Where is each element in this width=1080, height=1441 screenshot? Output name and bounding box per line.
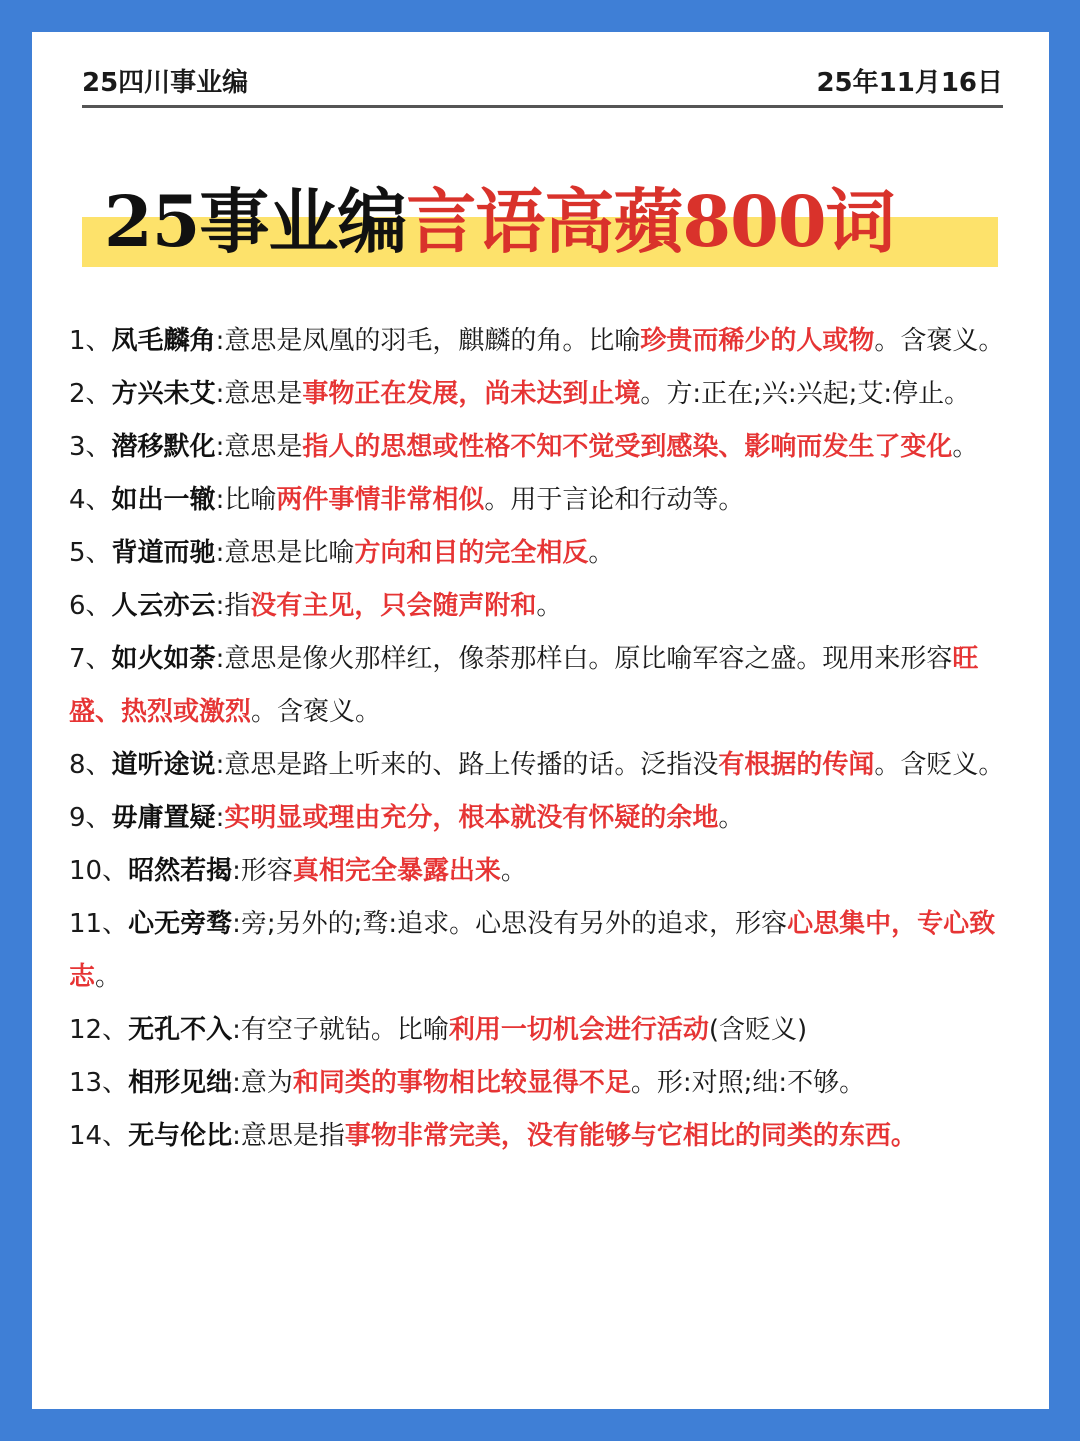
- idiom-term: 心无旁骛: [128, 909, 233, 939]
- idiom-list: [69, 315, 1009, 1163]
- item-text-tail: 。: [95, 962, 122, 992]
- idiom-term: 如火如荼: [111, 644, 216, 674]
- list-item: [69, 1004, 1009, 1057]
- list-item: [69, 315, 1009, 368]
- idiom-term: 人云亦云: [111, 591, 216, 621]
- title-red-part: 言语高蘋800词: [406, 180, 895, 263]
- idiom-term: 道听途说: [111, 750, 216, 780]
- item-number: 9、: [69, 803, 112, 833]
- list-item: [69, 898, 1009, 1004]
- list-item: [69, 580, 1009, 633]
- idiom-term: 背道而驰: [111, 538, 216, 568]
- item-highlight: 真相完全暴露出来: [292, 856, 501, 886]
- list-item: [69, 1110, 1009, 1163]
- list-item: [69, 792, 1009, 845]
- item-number: 12、: [69, 1015, 129, 1045]
- header-date: 25年11月16日: [816, 68, 1003, 98]
- item-highlight: 和同类的事物相比较显得不足: [292, 1068, 631, 1098]
- item-number: 2、: [69, 379, 112, 409]
- item-text: :意思是: [215, 432, 303, 462]
- header-left-label: 25四川事业编: [82, 68, 249, 98]
- item-text: :意思是指: [232, 1121, 345, 1151]
- item-text: :意思是像火那样红，像荼那样白。原比喻军容之盛。现用来形容: [215, 644, 953, 674]
- item-number: 3、: [69, 432, 112, 462]
- item-text: :: [215, 803, 225, 833]
- item-highlight: 两件事情非常相似: [276, 485, 485, 515]
- item-text: :意思是: [215, 379, 303, 409]
- item-number: 13、: [69, 1068, 129, 1098]
- item-text-tail: 。含贬义。: [874, 750, 1005, 780]
- item-text-tail: 。: [536, 591, 563, 621]
- title-black-part: 25事业编: [104, 180, 407, 263]
- item-number: 6、: [69, 591, 112, 621]
- item-text: :有空子就钻。比喻: [232, 1015, 449, 1045]
- item-highlight: 没有主见，只会随声附和: [250, 591, 537, 621]
- item-text-tail: 。形:对照;绌:不够。: [630, 1068, 866, 1098]
- list-item: [69, 527, 1009, 580]
- item-text-tail: 。: [588, 538, 615, 568]
- idiom-term: 相形见绌: [128, 1068, 233, 1098]
- item-text-tail: (含贬义): [708, 1015, 808, 1045]
- item-highlight: 珍贵而稀少的人或物: [640, 326, 875, 356]
- item-text-tail: 。含褒义。: [251, 697, 382, 727]
- item-text: :指: [215, 591, 251, 621]
- idiom-term: 潜移默化: [111, 432, 216, 462]
- page-card: [32, 32, 1049, 1409]
- item-highlight: 事物非常完美，没有能够与它相比的同类的东西。: [344, 1121, 917, 1151]
- list-item: [69, 474, 1009, 527]
- idiom-term: 凤毛麟角: [111, 326, 216, 356]
- item-text-tail: 。用于言论和行动等。: [484, 485, 745, 515]
- list-item: [69, 845, 1009, 898]
- item-highlight: 指人的思想或性格不知不觉受到感染、影响而发生了变化: [302, 432, 953, 462]
- item-number: 5、: [69, 538, 112, 568]
- list-item: [69, 739, 1009, 792]
- title-block: [82, 177, 1002, 287]
- item-highlight: 利用一切机会进行活动: [448, 1015, 709, 1045]
- list-item: [69, 1057, 1009, 1110]
- item-text: :意为: [232, 1068, 293, 1098]
- idiom-term: 无孔不入: [128, 1015, 233, 1045]
- item-text-tail: 。方:正在;兴:兴起;艾:停止。: [640, 379, 971, 409]
- item-highlight: 方向和目的完全相反: [354, 538, 589, 568]
- header-bar: [82, 58, 1003, 108]
- item-text: :意思是路上听来的、路上传播的话。泛指没: [215, 750, 719, 780]
- item-text-tail: 。: [500, 856, 527, 886]
- list-item: [69, 633, 1009, 739]
- idiom-term: 昭然若揭: [128, 856, 233, 886]
- item-number: 1、: [69, 326, 112, 356]
- item-text-tail: 。: [718, 803, 745, 833]
- item-number: 7、: [69, 644, 112, 674]
- idiom-term: 如出一辙: [111, 485, 216, 515]
- item-highlight: 实明显或理由充分，根本就没有怀疑的余地: [224, 803, 719, 833]
- item-highlight: 旺盛、热烈或激烈: [69, 644, 979, 727]
- item-number: 11、: [69, 909, 129, 939]
- item-number: 14、: [69, 1121, 129, 1151]
- item-text: :意思是凤凰的羽毛，麒麟的角。比喻: [215, 326, 641, 356]
- item-text: :意思是比喻: [215, 538, 355, 568]
- item-highlight: 有根据的传闻: [718, 750, 875, 780]
- item-highlight: 心思集中，专心致志: [69, 909, 996, 992]
- item-number: 4、: [69, 485, 112, 515]
- item-number: 10、: [69, 856, 129, 886]
- idiom-term: 无与伦比: [128, 1121, 233, 1151]
- list-item: [69, 421, 1009, 474]
- item-text: :比喻: [215, 485, 277, 515]
- idiom-term: 毋庸置疑: [111, 803, 216, 833]
- item-highlight: 事物正在发展，尚未达到止境: [302, 379, 641, 409]
- item-text-tail: 。: [952, 432, 979, 462]
- list-item: [69, 368, 1009, 421]
- item-number: 8、: [69, 750, 112, 780]
- item-text: :形容: [232, 856, 293, 886]
- item-text-tail: 。含褒义。: [874, 326, 1005, 356]
- page-title: [104, 177, 895, 267]
- idiom-term: 方兴未艾: [111, 379, 216, 409]
- item-text: :旁;另外的;骛:追求。心思没有另外的追求，形容: [232, 909, 788, 939]
